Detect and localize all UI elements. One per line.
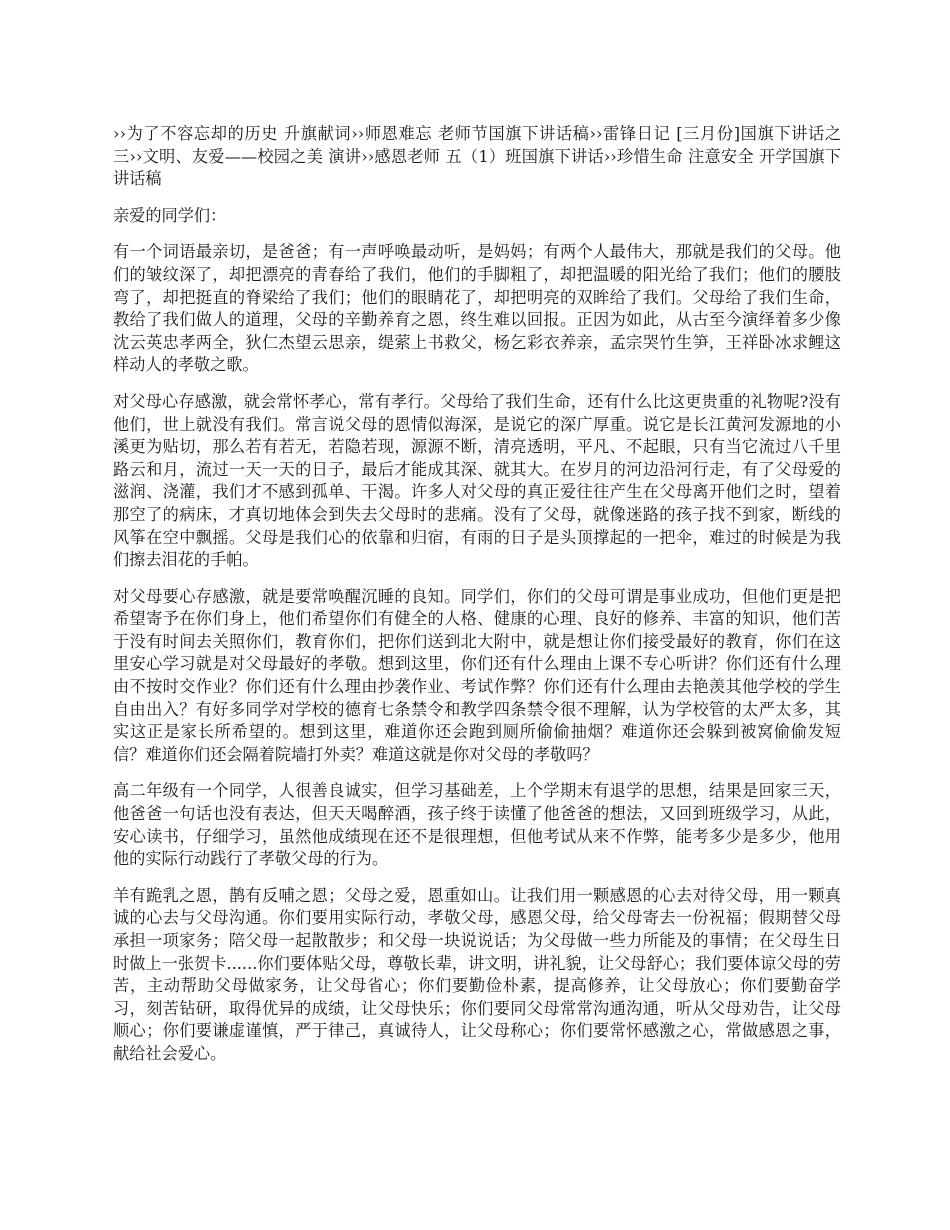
related-link[interactable]: ››雷锋日记 [三月份]国旗下讲话之三 xyxy=(113,124,842,166)
related-link[interactable]: ››师恩难忘 老师节国旗下讲话稿 xyxy=(351,124,590,143)
body-paragraph: 高二年级有一个同学，人很善良诚实，但学习基础差，上个学期末有退学的思想，结果是回家三天，他爸爸一句话也没有表达，但天天喝醉酒，孩子终于读懂了他爸爸的想法，又回到班级学习，从此，安心读书，仔细学习，虽然他成绩现在还不是很理想，但他考试从来不作弊，能考多少是多少，他用他的实际行动践行了孝敬父母的行为。 xyxy=(113,781,841,869)
body-paragraph: 对父母要心存感激，就是要常唤醒沉睡的良知。同学们，你们的父母可谓是事业成功，但他们更是把希望寄予在你们身上，他们希望你们有健全的人格、健康的心理、良好的修养、丰富的知识，他们苦于没有时间去关照你们，教育你们，把你们送到北大附中，就是想让你们接受最好的教育，你们在这里安心学习就是对父母最好的孝敬。想到这里，你们还有什么理由上课不专心听讲？你们还有什么理由不按时交作业？你们还有什么理由抄袭作业、考试作弊？你们还有什么理由去艳羡其他学校的学生自由出入？有好多同学对学校的德育七条禁令和教学四条禁令很不理解，认为学校管的太严太多，其实这正是家长所希望的。想到这里，难道你还会跑到厕所偷偷抽烟？难道你还会躲到被窝偷偷发短信？难道你们还会隔着院墙打外卖？难道这就是你对父母的孝敬吗？ xyxy=(113,586,841,764)
related-link[interactable]: ››感恩老师 五（1）班国旗下讲话 xyxy=(361,146,604,166)
document-page xyxy=(113,123,841,1080)
related-link[interactable]: ››文明、友爱——校园之美 演讲 xyxy=(129,146,362,166)
related-link[interactable]: ››珍惜生命 注意安全 开学国旗下讲话稿 xyxy=(113,146,841,189)
related-link[interactable]: ››为了不容忘却的历史 升旗献词 xyxy=(113,124,352,143)
greeting: 亲爱的同学们： xyxy=(113,205,227,225)
related-links xyxy=(113,123,841,191)
body-paragraph: 对父母心存感激，就会常怀孝心，常有孝行。父母给了我们生命，还有什么比这更贵重的礼物呢?没有他们，世上就没有我们。常言说父母的恩情似海深，是说它的深广厚重。说它是长江黄河发源地的小溪更为贴切，那么若有若无，若隐若现，源源不断，清亮透明，平凡、不起眼，只有当它流过八千里路云和月，流过一天一天的日子，最后才能成其深、就其大。在岁月的河边沿河行走，有了父母爱的滋润、浇灌，我们才不感到孤单、干渴。许多人对父母的真正爱往往产生在父母离开他们之时，望着那空了的病床，才真切地体会到失去父母时的悲痛。没有了父母，就像迷路的孩子找不到家，断线的风筝在空中飘摇。父母是我们心的依靠和归宿，有雨的日子是头顶撑起的一把伞，难过的时候是为我们擦去泪花的手帕。 xyxy=(113,391,841,570)
body-paragraph: 有一个词语最亲切，是爸爸；有一声呼唤最动听，是妈妈；有两个人最伟大，那就是我们的父母。他们的皱纹深了，却把漂亮的青春给了我们，他们的手脚粗了，却把温暖的阳光给了我们；他们的腰肢弯了，却把挺直的脊梁给了我们；他们的眼睛花了，却把明亮的双眸给了我们。父母给了我们生命，教给了我们做人的道理，父母的辛勤养育之恩，终生难以回报。正因为如此，从古至今演绎着多少像沈云英忠孝两全，狄仁杰望云思亲，缇萦上书救父，杨乞彩衣养亲，孟宗哭竹生笋，王祥卧冰求鲤这样动人的孝敬之歌。 xyxy=(113,242,841,375)
body-paragraph: 羊有跪乳之恩，鹊有反哺之恩；父母之爱，恩重如山。让我们用一颗感恩的心去对待父母，用一颗真诚的心去与父母沟通。你们要用实际行动，孝敬父母，感恩父母，给父母寄去一份祝福；假期替父母承担一项家务；陪父母一起散散步；和父母一块说说话；为父母做一些力所能及的事情；在父母生日时做上一张贺卡......你们要体贴父母，尊敬长辈，讲文明，讲礼貌，让父母舒心；我们要体谅父母的劳苦，主动帮助父母做家务，让父母省心；你们要勤俭朴素，提高修养，让父母放心；你们要勤奋学习，刻苦钻研，取得优异的成绩，让父母快乐；你们要同父母常常沟通沟通，听从父母劝告，让父母顺心；你们要谦虚谨慎，严于律己，真诚待人，让父母称心；你们要常怀感激之心，常做感恩之事，献给社会爱心。 xyxy=(113,885,841,1063)
